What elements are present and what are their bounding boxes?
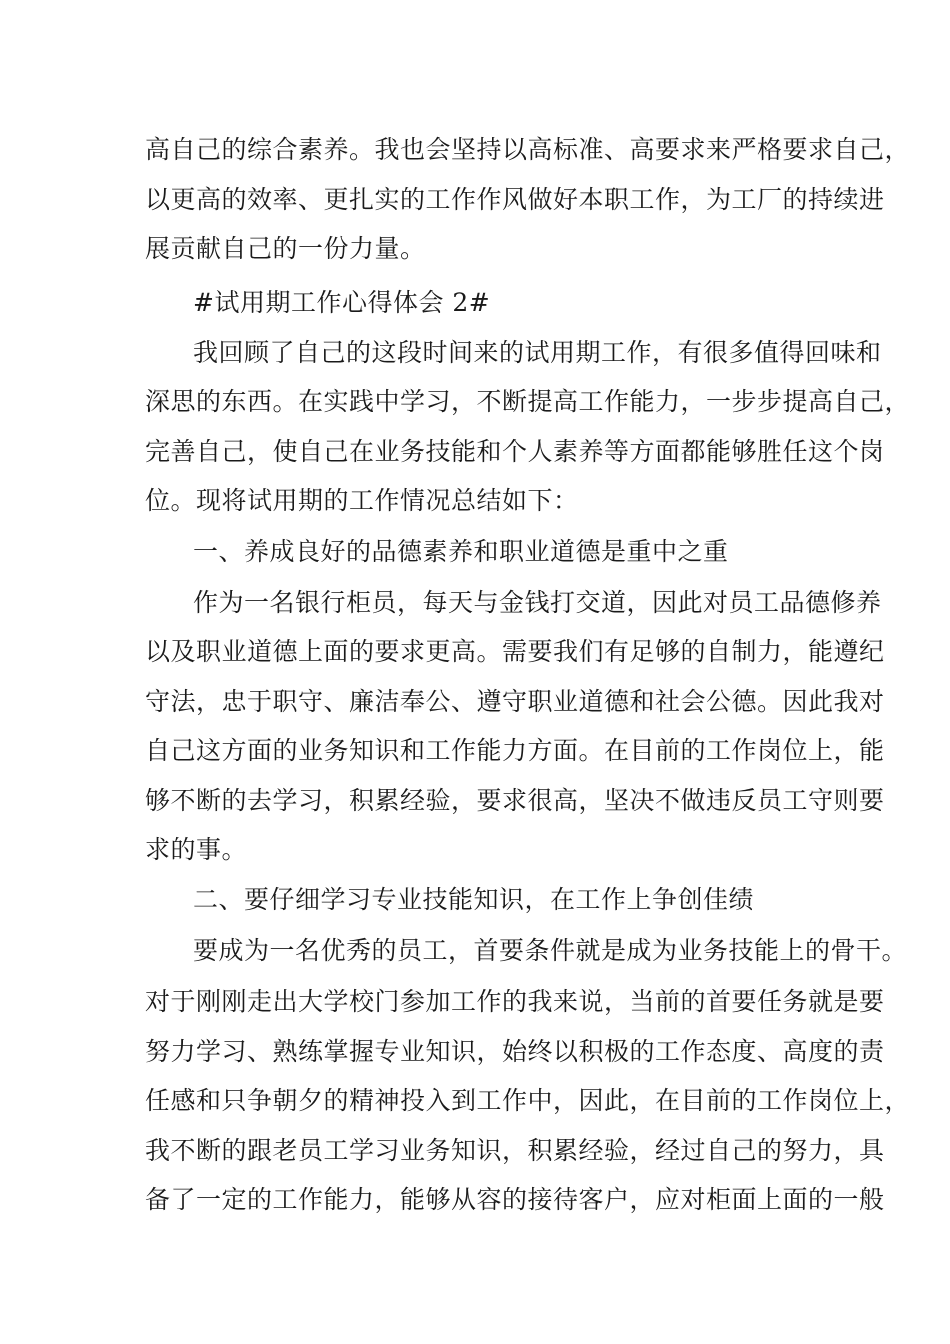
subheading: 二、要仔细学习专业技能知识，在工作上争创佳绩 [193, 885, 755, 914]
text-line: 我回顾了自己的这段时间来的试用期工作，有很多值得回味和 [193, 338, 882, 367]
text-line: 以更高的效率、更扎实的工作作风做好本职工作，为工厂的持续进 [145, 185, 885, 214]
subheading: 一、养成良好的品德素养和职业道德是重中之重 [193, 537, 729, 566]
text-line: 守法，忠于职守、廉洁奉公、遵守职业道德和社会公德。因此我对 [145, 687, 885, 716]
text-line: 自己这方面的业务知识和工作能力方面。在目前的工作岗位上，能 [145, 736, 885, 765]
text-line: 对于刚刚走出大学校门参加工作的我来说，当前的首要任务就是要 [145, 987, 885, 1016]
text-line: 展贡献自己的一份力量。 [145, 234, 426, 263]
text-line: 位。现将试用期的工作情况总结如下： [145, 486, 579, 515]
text-line: 够不断的去学习，积累经验，要求很高，坚决不做违反员工守则要 [145, 786, 885, 815]
text-line: 求的事。 [145, 835, 248, 864]
section-heading: #试用期工作心得体会 2# [193, 288, 491, 317]
text-line: 任感和只争朝夕的精神投入到工作中，因此，在目前的工作岗位上， [145, 1086, 911, 1115]
text-line: 深思的东西。在实践中学习，不断提高工作能力，一步步提高自己， [145, 387, 911, 416]
text-line: 完善自己，使自己在业务技能和个人素养等方面都能够胜任这个岗 [145, 437, 885, 466]
text-line: 以及职业道德上面的要求更高。需要我们有足够的自制力，能遵纪 [145, 637, 885, 666]
text-line: 我不断的跟老员工学习业务知识，积累经验，经过自己的努力，具 [145, 1136, 885, 1165]
text-line: 要成为一名优秀的员工，首要条件就是成为业务技能上的骨干。 [193, 936, 908, 965]
text-line: 努力学习、熟练掌握专业知识，始终以积极的工作态度、高度的责 [145, 1037, 885, 1066]
text-line: 高自己的综合素养。我也会坚持以高标准、高要求来严格要求自己， [145, 135, 911, 164]
text-line: 备了一定的工作能力，能够从容的接待客户，应对柜面上面的一般 [145, 1185, 885, 1214]
text-line: 作为一名银行柜员，每天与金钱打交道，因此对员工品德修养 [193, 588, 882, 617]
